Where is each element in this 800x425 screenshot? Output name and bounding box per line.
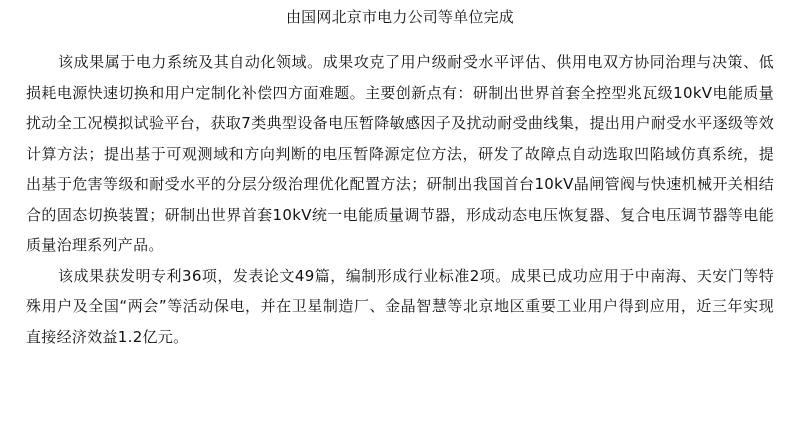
paragraph-results-and-applications: 该成果获发明专利36项，发表论文49篇，编制形成行业标准2项。成果已成功应用于中南海、天安门等特殊用户及全国“两会”等活动保电，并在卫星制造厂、金晶智慧等北京地区重要工业用户得到应用，近三年实现直接经济效益1.2亿元。: [26, 266, 774, 346]
document-subtitle: 由国网北京市电力公司等单位完成: [285, 8, 514, 26]
paragraph-achievement-overview: 该成果属于电力系统及其自动化领域。成果攻克了用户级耐受水平评估、供用电双方协同治理与决策、低损耗电源快速切换和用户定制化补偿四方面难题。主要创新点有：研制出世界首套全控型兆瓦级10kV电能质量扰动全工况模拟试验平台，获取7类典型设备电压暂降敏感因子及扰动耐受曲线集，提出用户耐受水平逐级等效计算方法；提出基于可观测域和方向判断的电压暂降源定位方法，研发了故障点自动选取凹陷域仿真系统，提出基于危害等级和耐受水平的分层分级治理优化配置方法；研制出我国首台10kV晶闸管阀与快速机械开关相结合的固态切换装置；研制出世界首套10kV统一电能质量调节器，形成动态电压恢复器、复合电压调节器等电能质量治理系列产品。: [26, 53, 774, 254]
